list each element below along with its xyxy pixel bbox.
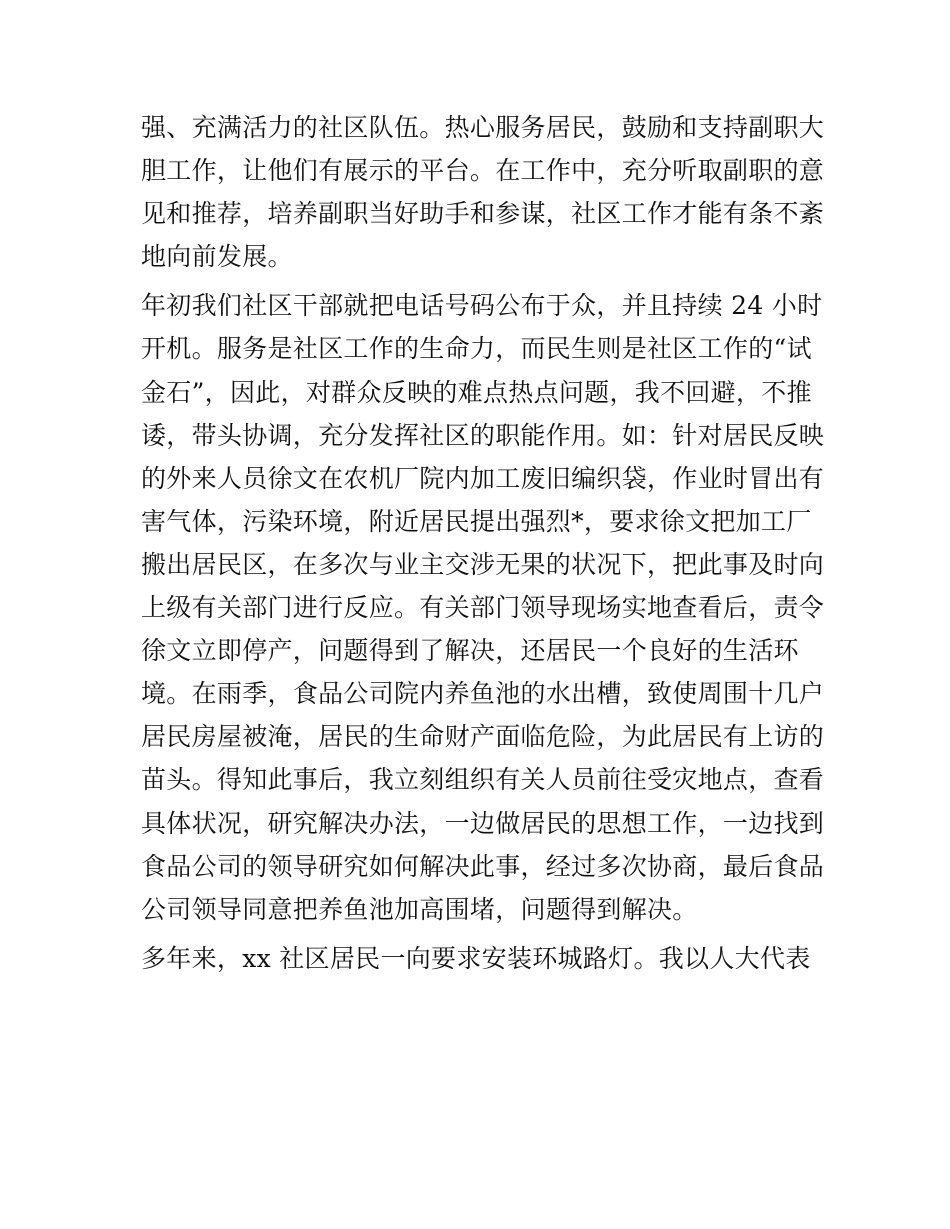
text-line: 食品公司的领导研究如何解决此事，经过多次协商，最后食品 xyxy=(141,851,825,881)
text-line: 徐文立即停产，问题得到了解决，还居民一个良好的生活环 xyxy=(141,636,799,666)
text-line: 境。在雨季，食品公司院内养鱼池的水出槽，致使周围十几户 xyxy=(141,679,825,709)
text-line: 年初我们社区干部就把电话号码公布于众，并且持续 24 小时 xyxy=(141,291,823,321)
text-line: 金石”，因此，对群众反映的难点热点问题，我不回避，不推 xyxy=(141,377,812,407)
text-line: 具体状况，研究解决办法，一边做居民的思想工作，一边找到 xyxy=(141,808,825,838)
text-line: 的外来人员徐文在农机厂院内加工废旧编织袋，作业时冒出有 xyxy=(141,463,825,493)
text-line: 苗头。得知此事后，我立刻组织有关人员前往受灾地点，查看 xyxy=(141,765,825,795)
text-line: 诿，带头协调，充分发挥社区的职能作用。如：针对居民反映 xyxy=(141,420,825,450)
text-line: 害气体，污染环境，附近居民提出强烈*，要求徐文把加工厂 xyxy=(141,506,812,536)
text-line: 强、充满活力的社区队伍。热心服务居民，鼓励和支持副职大 xyxy=(141,113,825,142)
paragraph-street-lights xyxy=(141,937,821,980)
text-line: 开机。服务是社区工作的生命力，而民生则是社区工作的“试 xyxy=(141,334,812,364)
paragraph-team-building xyxy=(141,106,825,278)
text-line: 搬出居民区，在多次与业主交涉无果的状况下，把此事及时向 xyxy=(141,549,825,579)
text-line: 公司领导同意把养鱼池加高围堵，问题得到解决。 xyxy=(141,894,698,924)
text-line: 居民房屋被淹，居民的生命财产面临危险，为此居民有上访的 xyxy=(141,722,825,752)
text-line: 多年来，xx 社区居民一向要求安装环城路灯。我以人大代表 xyxy=(141,943,811,973)
text-line: 地向前发展。 xyxy=(141,242,293,272)
text-line: 上级有关部门进行反应。有关部门领导现场实地查看后，责令 xyxy=(141,593,825,623)
text-line: 见和推荐，培养副职当好助手和参谋，社区工作才能有条不紊 xyxy=(141,199,825,229)
paragraph-resident-service xyxy=(141,284,825,930)
body-text xyxy=(141,106,825,980)
text-line: 胆工作，让他们有展示的平台。在工作中，充分听取副职的意 xyxy=(141,156,825,186)
